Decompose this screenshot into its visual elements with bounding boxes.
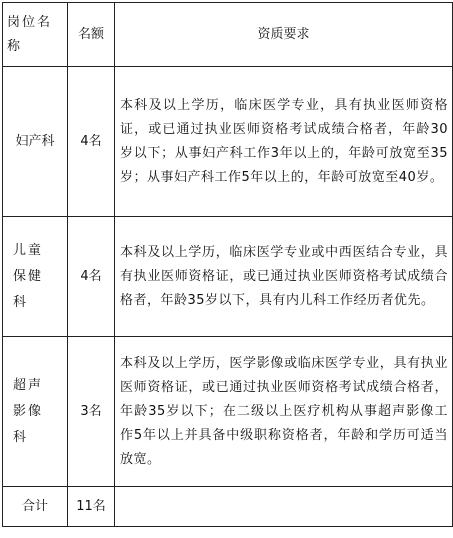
header-post-label: 岗位名称	[7, 14, 53, 54]
post-cell	[3, 337, 68, 487]
total-label-cell	[3, 487, 68, 527]
header-requirements-cell	[115, 3, 453, 67]
total-row	[3, 487, 453, 527]
count-cell	[68, 67, 115, 217]
total-requirements-cell	[115, 487, 453, 527]
requirements-text: 本科及以上学历，临床医学专业，具有执业医师资格证，或已通过执业医师资格考试成绩合格者，年龄30岁以下；从事妇产科工作3年以上的，年龄可放宽至35岁；从事妇产科工作5年以上的，年龄可放宽至40岁。	[120, 97, 448, 185]
table-row	[3, 337, 453, 487]
total-label: 合计	[21, 498, 48, 514]
requirements-text: 本科及以上学历，临床医学专业或中西医结合专业，具有执业医师资格证，或已通过执业医师资格考试成绩合格者，年龄35岁以下，具有内儿科工作经历者优先。	[120, 244, 448, 308]
post-name: 儿童保健科	[13, 242, 44, 310]
post-name: 超声影像科	[13, 377, 44, 445]
table-row	[3, 67, 453, 217]
header-count-cell	[68, 3, 115, 67]
total-count-cell	[68, 487, 115, 527]
total-count: 11名	[76, 498, 106, 514]
recruitment-table	[2, 2, 453, 527]
post-name: 妇产科	[15, 133, 55, 149]
header-requirements-label: 资质要求	[257, 26, 310, 42]
requirements-cell	[115, 337, 453, 487]
requirements-cell	[115, 217, 453, 337]
header-count-label: 名额	[77, 26, 104, 42]
post-cell	[3, 67, 68, 217]
requirements-text: 本科及以上学历，医学影像或临床医学专业，具有执业医师资格证，或已通过执业医师资格考试成绩合格者，年龄35岁以下；在二级以上医疗机构从事超声影像工作5年以上并具备中级职称资格者，年龄和学历可适当放宽。	[120, 355, 448, 467]
post-count: 4名	[80, 133, 102, 149]
count-cell	[68, 337, 115, 487]
table-header-row	[3, 3, 453, 67]
count-cell	[68, 217, 115, 337]
post-count: 4名	[80, 268, 102, 284]
post-count: 3名	[80, 403, 102, 419]
requirements-cell	[115, 67, 453, 217]
table-row	[3, 217, 453, 337]
total-requirements-text	[115, 505, 452, 509]
header-post-cell	[3, 3, 68, 67]
post-cell	[3, 217, 68, 337]
